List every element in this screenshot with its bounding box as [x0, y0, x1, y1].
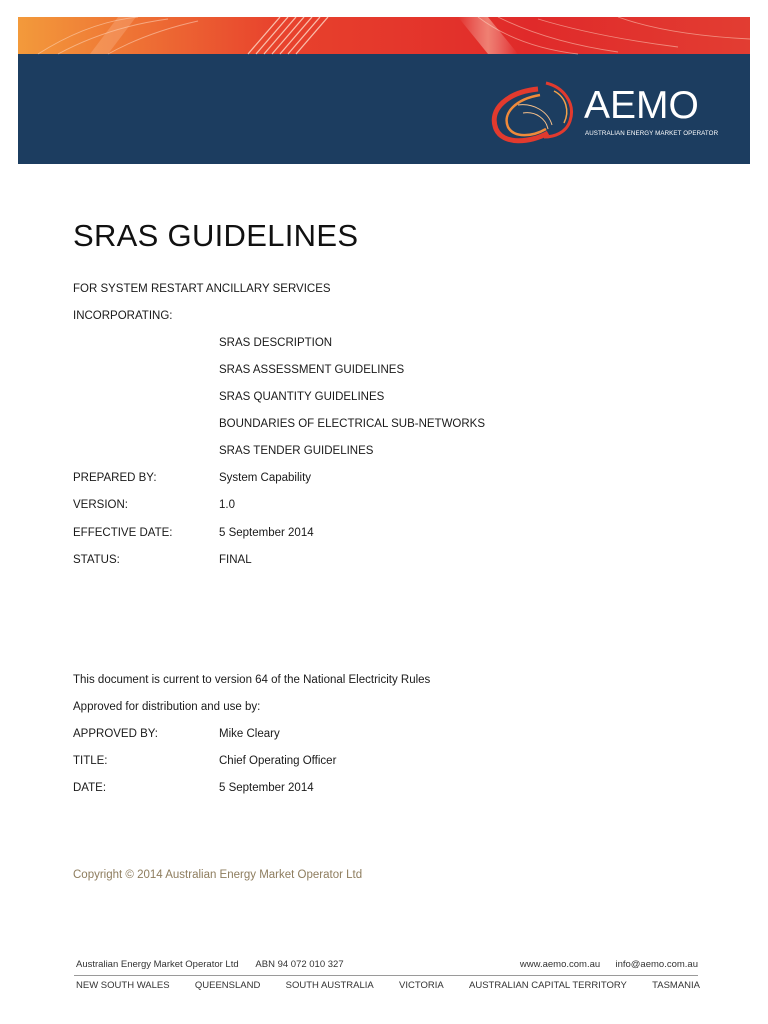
status-label: STATUS: [73, 554, 120, 566]
incorporating-label: INCORPORATING: [73, 310, 173, 322]
incorporating-item: SRAS QUANTITY GUIDELINES [219, 391, 385, 403]
footer-state: SOUTH AUSTRALIA [285, 980, 374, 991]
approved-by-value: Mike Cleary [219, 728, 280, 740]
document-subtitle: FOR SYSTEM RESTART ANCILLARY SERVICES [73, 283, 331, 295]
approver-title-value: Chief Operating Officer [219, 755, 337, 767]
copyright-notice: Copyright © 2014 Australian Energy Market Operator Ltd [73, 869, 363, 881]
logo-wordmark: AEMO [584, 84, 699, 127]
version-value: 1.0 [219, 499, 235, 511]
approved-by-label: APPROVED BY: [73, 728, 159, 740]
incorporating-item: SRAS TENDER GUIDELINES [219, 445, 374, 457]
footer-company-line [76, 959, 344, 970]
status-value: FINAL [219, 554, 252, 566]
approval-note: Approved for distribution and use by: [73, 701, 261, 713]
footer-state: NEW SOUTH WALES [76, 980, 170, 991]
version-label: VERSION: [73, 499, 128, 511]
footer-website-link[interactable]: www.aemo.com.au [519, 959, 601, 970]
approver-title-label: TITLE: [73, 755, 108, 767]
approval-date-value: 5 September 2014 [219, 782, 314, 794]
footer-state: TASMANIA [652, 980, 700, 991]
footer-contact-line [520, 959, 698, 970]
prepared-by-value: System Capability [219, 472, 312, 484]
effective-date-label: EFFECTIVE DATE: [73, 527, 173, 539]
incorporating-item: SRAS ASSESSMENT GUIDELINES [219, 364, 405, 376]
footer-state: QUEENSLAND [194, 980, 261, 991]
footer-company: Australian Energy Market Operator Ltd [76, 959, 239, 970]
currency-note: This document is current to version 64 of the National Electricity Rules [73, 674, 431, 686]
incorporating-item: SRAS DESCRIPTION [219, 337, 333, 349]
footer-states [76, 980, 700, 991]
approval-date-label: DATE: [73, 782, 107, 794]
footer-state: AUSTRALIAN CAPITAL TERRITORY [469, 980, 627, 991]
document-title: SRAS GUIDELINES [73, 218, 359, 253]
effective-date-value: 5 September 2014 [219, 527, 314, 539]
footer-divider [74, 975, 698, 976]
header-banner [18, 17, 750, 164]
footer-abn: ABN 94 072 010 327 [255, 959, 344, 970]
footer-email-link[interactable]: info@aemo.com.au [615, 959, 698, 970]
logo-subtitle: AUSTRALIAN ENERGY MARKET OPERATOR [585, 130, 719, 137]
prepared-by-label: PREPARED BY: [73, 472, 157, 484]
footer-state: VICTORIA [399, 980, 444, 991]
incorporating-item: BOUNDARIES OF ELECTRICAL SUB-NETWORKS [219, 418, 486, 430]
